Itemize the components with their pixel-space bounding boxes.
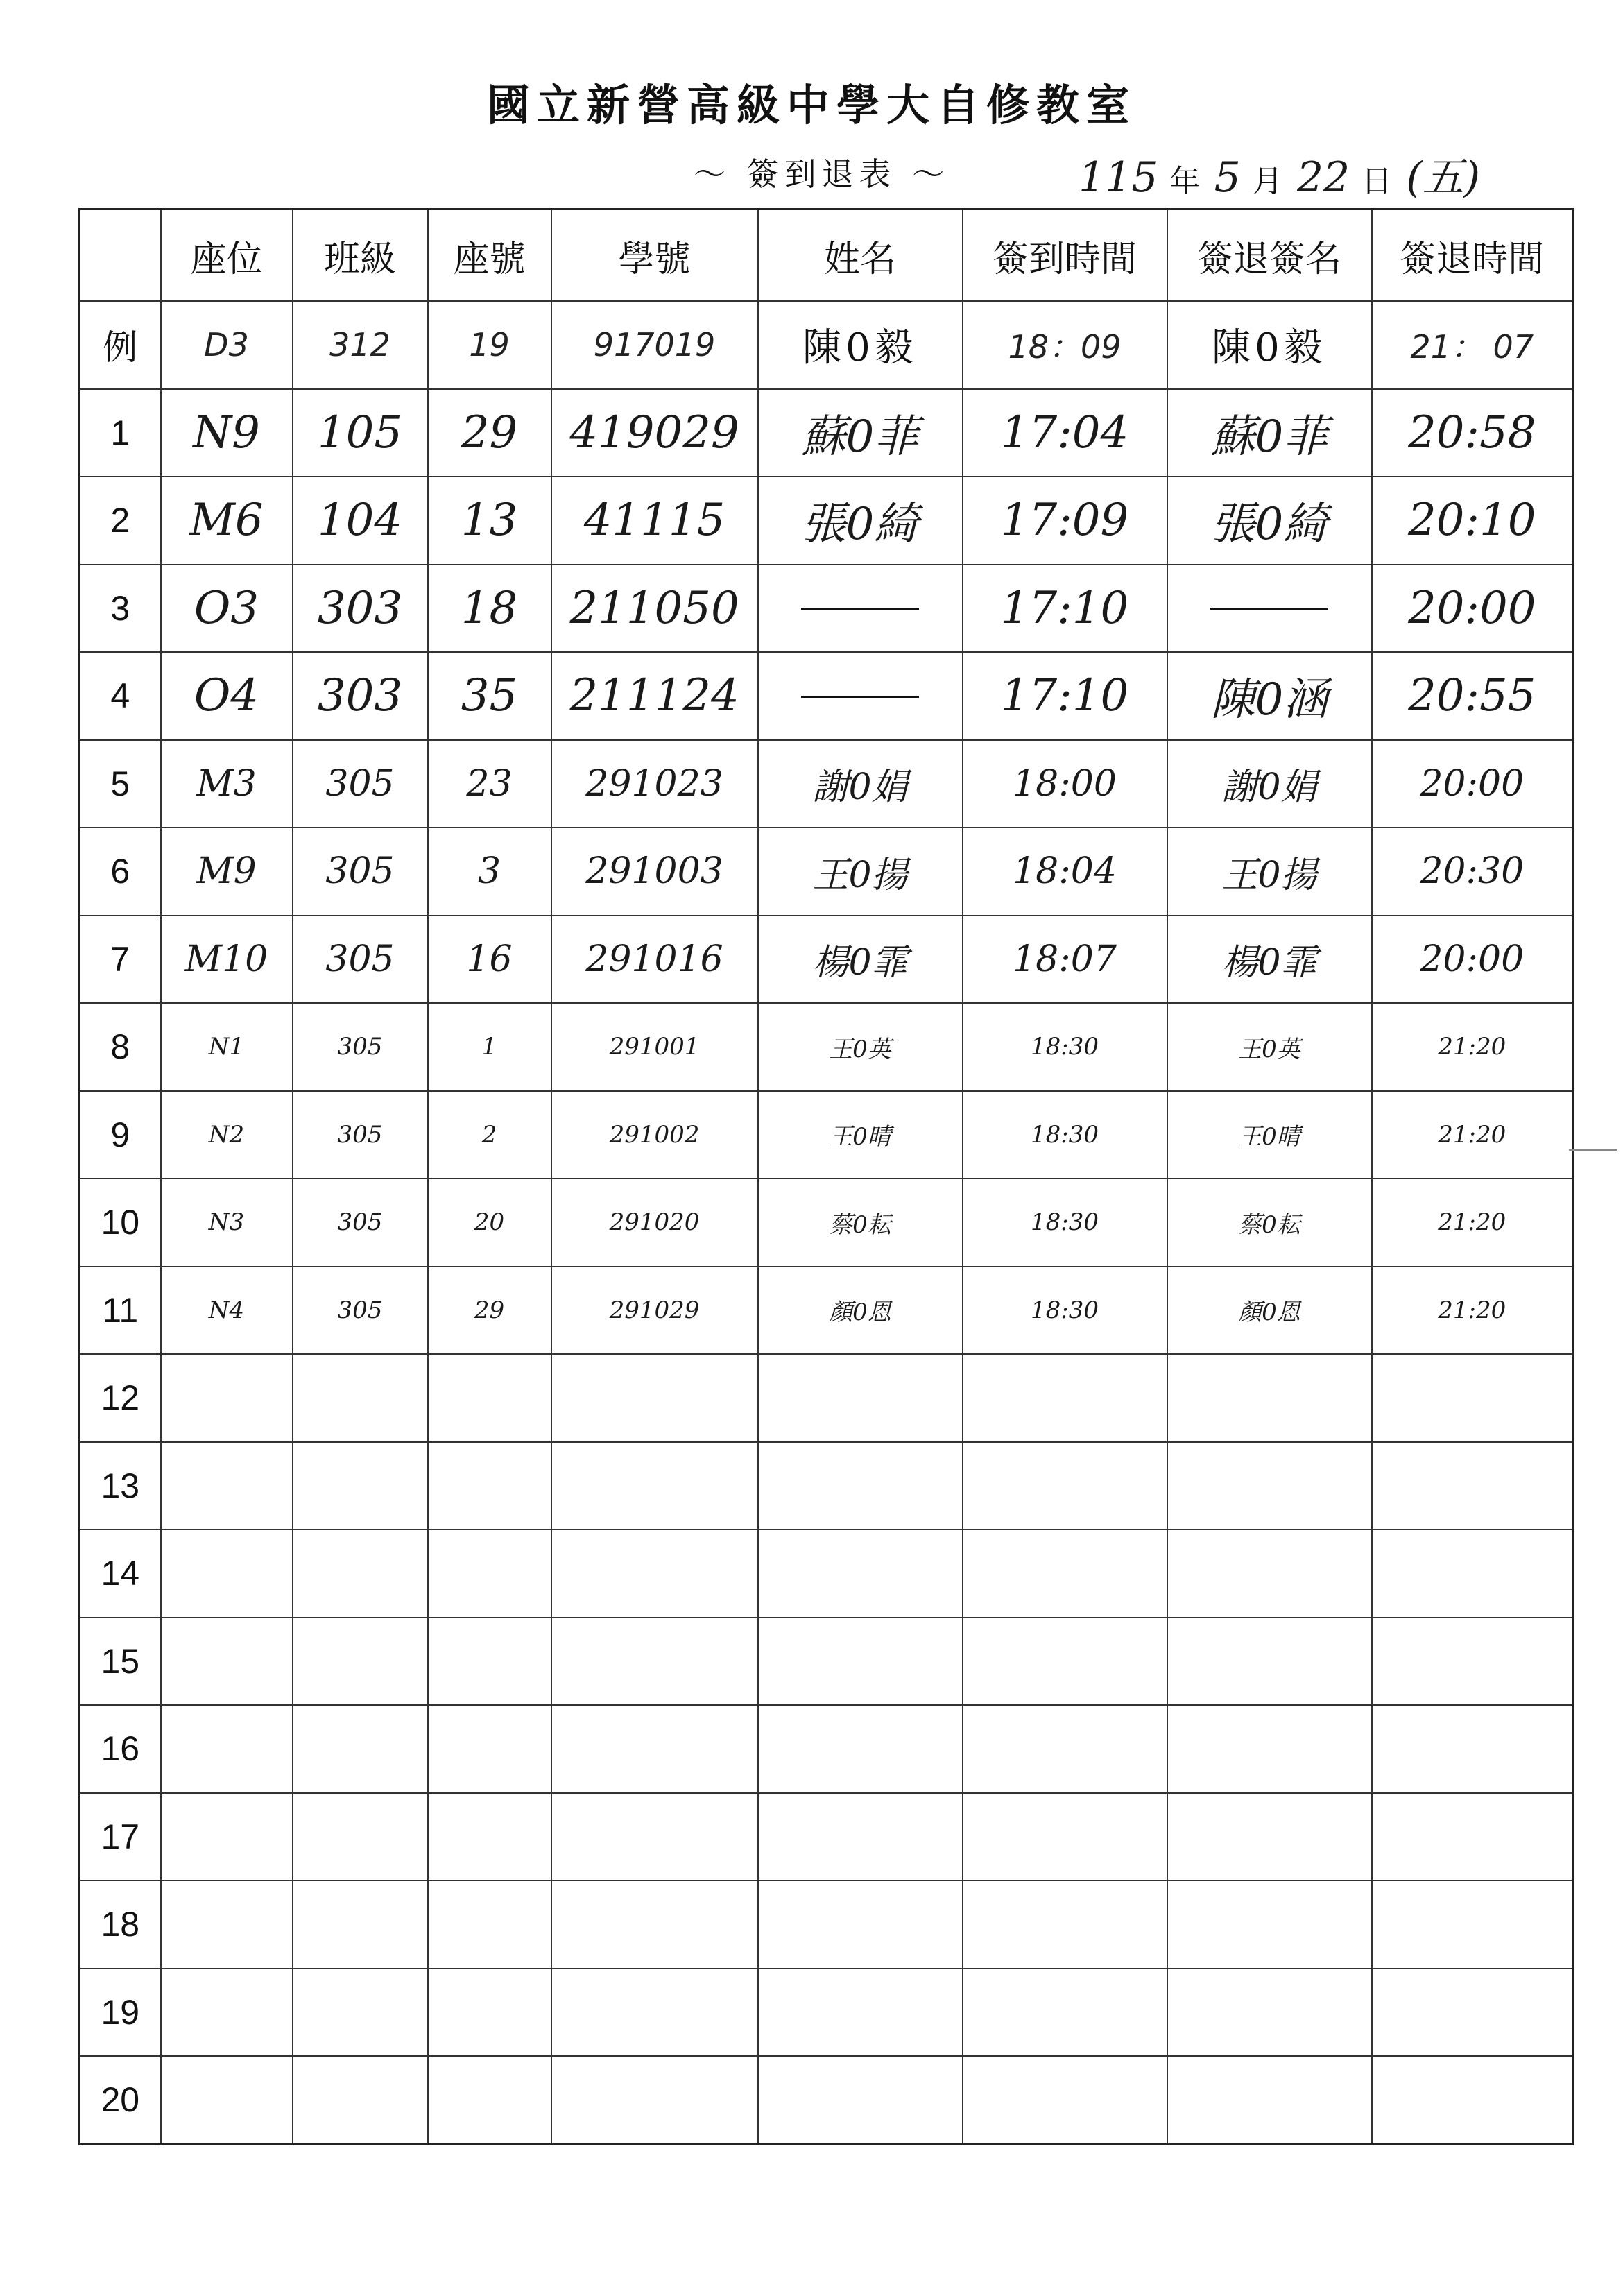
table-row	[80, 1354, 1573, 1442]
row-number: 17	[80, 1793, 161, 1881]
column-header-signature: 簽退簽名	[1167, 209, 1372, 302]
row-number: 3	[80, 565, 161, 653]
row-number: 9	[80, 1091, 161, 1179]
class-cell	[293, 1881, 428, 1969]
student-id-cell: 211050	[551, 565, 758, 653]
student-id-cell	[551, 1618, 758, 1706]
class-cell: 305	[293, 1091, 428, 1179]
table-row	[80, 1705, 1573, 1793]
number-cell	[428, 1442, 551, 1530]
seat-cell	[161, 2056, 293, 2144]
student-id-cell	[551, 1354, 758, 1442]
check-out-cell	[1372, 1354, 1573, 1442]
name-cell	[758, 1530, 963, 1618]
date-line	[1079, 144, 1480, 204]
row-number: 4	[80, 652, 161, 740]
row-number: 13	[80, 1442, 161, 1530]
check-out-cell	[1372, 1969, 1573, 2057]
date-day-unit: 日	[1361, 164, 1395, 199]
number-cell: 3	[428, 828, 551, 916]
name-cell: 王0晴	[758, 1091, 963, 1179]
student-id-cell	[551, 1969, 758, 2057]
signature-cell	[1167, 1881, 1372, 1969]
name-cell: 蔡0耘	[758, 1179, 963, 1267]
check-out-cell: 20:00	[1372, 916, 1573, 1004]
check-in-cell: 18:30	[963, 1003, 1167, 1091]
row-number: 12	[80, 1354, 161, 1442]
check-in-cell: 18:30	[963, 1179, 1167, 1267]
row-number: 6	[80, 828, 161, 916]
name-cell	[758, 565, 963, 653]
seat-cell	[161, 1793, 293, 1881]
number-cell: 1	[428, 1003, 551, 1091]
name-cell: 謝0娟	[758, 740, 963, 828]
date-year-unit: 年	[1169, 164, 1203, 199]
check-in-cell	[963, 1881, 1167, 1969]
class-cell	[293, 1793, 428, 1881]
check-in-cell	[963, 2056, 1167, 2144]
example-class: 312	[293, 301, 428, 389]
signature-cell: 顏0恩	[1167, 1267, 1372, 1355]
student-id-cell: 291016	[551, 916, 758, 1004]
row-number: 2	[80, 477, 161, 565]
row-number: 15	[80, 1618, 161, 1706]
student-id-cell	[551, 1442, 758, 1530]
class-cell	[293, 1442, 428, 1530]
student-id-cell	[551, 1705, 758, 1793]
table-row	[80, 1618, 1573, 1706]
column-header-seat: 座位	[161, 209, 293, 302]
date-day: 22	[1296, 153, 1350, 202]
class-cell	[293, 1969, 428, 2057]
seat-cell: O3	[161, 565, 293, 653]
dash-mark	[801, 696, 919, 698]
row-number: 11	[80, 1267, 161, 1355]
seat-cell	[161, 1705, 293, 1793]
class-cell: 305	[293, 1267, 428, 1355]
class-cell: 305	[293, 916, 428, 1004]
number-cell: 16	[428, 916, 551, 1004]
signature-cell	[1167, 1530, 1372, 1618]
signature-cell: 蔡0耘	[1167, 1179, 1372, 1267]
check-out-cell	[1372, 1705, 1573, 1793]
student-id-cell: 291023	[551, 740, 758, 828]
signature-cell: 楊0霏	[1167, 916, 1372, 1004]
signature-cell: 王0揚	[1167, 828, 1372, 916]
seat-cell	[161, 1618, 293, 1706]
sign-in-table	[78, 208, 1574, 2145]
page-title: 國立新營高級中學大自修教室	[486, 80, 1136, 130]
check-in-cell	[963, 1969, 1167, 2057]
row-number: 14	[80, 1530, 161, 1618]
check-in-cell: 18:30	[963, 1267, 1167, 1355]
seat-cell: N9	[161, 389, 293, 477]
name-cell	[758, 1969, 963, 2057]
column-header-check-out: 簽退時間	[1372, 209, 1573, 302]
name-cell: 王0揚	[758, 828, 963, 916]
number-cell: 35	[428, 652, 551, 740]
check-out-cell	[1372, 1793, 1573, 1881]
class-cell: 104	[293, 477, 428, 565]
row-number: 16	[80, 1705, 161, 1793]
class-cell	[293, 1354, 428, 1442]
example-check-out: 21： 07	[1372, 301, 1573, 389]
date-year: 115	[1079, 153, 1158, 202]
seat-cell: M6	[161, 477, 293, 565]
table-row	[80, 477, 1573, 565]
table-row	[80, 1267, 1573, 1355]
number-cell: 29	[428, 389, 551, 477]
row-number: 1	[80, 389, 161, 477]
student-id-cell: 291029	[551, 1267, 758, 1355]
column-header-check-in: 簽到時間	[963, 209, 1167, 302]
student-id-cell: 291003	[551, 828, 758, 916]
table-row	[80, 1179, 1573, 1267]
page-subtitle: ～ 簽到退表 ～	[694, 155, 950, 193]
number-cell: 23	[428, 740, 551, 828]
signature-cell: 謝0娟	[1167, 740, 1372, 828]
student-id-cell	[551, 1530, 758, 1618]
date-weekday: (五)	[1406, 153, 1481, 202]
table-row	[80, 916, 1573, 1004]
name-cell	[758, 2056, 963, 2144]
check-out-cell: 20:00	[1372, 740, 1573, 828]
check-in-cell: 18:00	[963, 740, 1167, 828]
table-row	[80, 1442, 1573, 1530]
class-cell	[293, 1705, 428, 1793]
seat-cell: M10	[161, 916, 293, 1004]
check-out-cell	[1372, 1530, 1573, 1618]
check-out-cell: 20:58	[1372, 389, 1573, 477]
row-number: 19	[80, 1969, 161, 2057]
signature-cell	[1167, 1354, 1372, 1442]
seat-cell: N4	[161, 1267, 293, 1355]
check-out-cell: 21:20	[1372, 1091, 1573, 1179]
name-cell	[758, 1793, 963, 1881]
student-id-cell	[551, 1881, 758, 1969]
number-cell	[428, 1530, 551, 1618]
signature-cell	[1167, 1969, 1372, 2057]
check-out-cell: 20:30	[1372, 828, 1573, 916]
row-number: 8	[80, 1003, 161, 1091]
name-cell: 蘇0菲	[758, 389, 963, 477]
check-in-cell: 17:09	[963, 477, 1167, 565]
number-cell	[428, 1793, 551, 1881]
student-id-cell	[551, 2056, 758, 2144]
seat-cell: M3	[161, 740, 293, 828]
margin-mark	[1569, 1149, 1617, 1151]
check-in-cell	[963, 1530, 1167, 1618]
date-month-unit: 月	[1252, 164, 1286, 199]
check-in-cell: 18:04	[963, 828, 1167, 916]
check-out-cell: 20:55	[1372, 652, 1573, 740]
class-cell: 305	[293, 740, 428, 828]
name-cell	[758, 1618, 963, 1706]
number-cell: 2	[428, 1091, 551, 1179]
column-header-class: 班級	[293, 209, 428, 302]
example-signature: 陳0毅	[1167, 301, 1372, 389]
row-number: 18	[80, 1881, 161, 1969]
student-id-cell: 419029	[551, 389, 758, 477]
class-cell: 105	[293, 389, 428, 477]
table-header-row	[80, 209, 1573, 302]
table-row	[80, 828, 1573, 916]
signature-cell	[1167, 1618, 1372, 1706]
name-cell	[758, 1881, 963, 1969]
example-row	[80, 301, 1573, 389]
class-cell: 305	[293, 1003, 428, 1091]
check-in-cell: 18:30	[963, 1091, 1167, 1179]
example-seat: D3	[161, 301, 293, 389]
class-cell: 305	[293, 828, 428, 916]
seat-cell: N1	[161, 1003, 293, 1091]
name-cell: 王0英	[758, 1003, 963, 1091]
student-id-cell: 41115	[551, 477, 758, 565]
student-id-cell: 291020	[551, 1179, 758, 1267]
number-cell	[428, 1969, 551, 2057]
check-in-cell: 17:10	[963, 565, 1167, 653]
signature-cell: 王0晴	[1167, 1091, 1372, 1179]
check-in-cell	[963, 1618, 1167, 1706]
check-out-cell	[1372, 2056, 1573, 2144]
signature-cell	[1167, 1705, 1372, 1793]
row-number: 7	[80, 916, 161, 1004]
signature-cell	[1167, 1793, 1372, 1881]
check-out-cell: 21:20	[1372, 1003, 1573, 1091]
table-row	[80, 1530, 1573, 1618]
table-row	[80, 1091, 1573, 1179]
check-in-cell	[963, 1793, 1167, 1881]
name-cell	[758, 1442, 963, 1530]
row-number: 20	[80, 2056, 161, 2144]
signature-cell: 陳0涵	[1167, 652, 1372, 740]
check-in-cell	[963, 1354, 1167, 1442]
seat-cell: O4	[161, 652, 293, 740]
example-check-in: 18：09	[963, 301, 1167, 389]
signature-cell: 張0綺	[1167, 477, 1372, 565]
seat-cell: N2	[161, 1091, 293, 1179]
dash-mark	[1210, 608, 1328, 610]
student-id-cell: 211124	[551, 652, 758, 740]
seat-cell	[161, 1969, 293, 2057]
row-number: 10	[80, 1179, 161, 1267]
dash-mark	[801, 608, 919, 610]
class-cell: 303	[293, 652, 428, 740]
class-cell: 305	[293, 1179, 428, 1267]
number-cell: 29	[428, 1267, 551, 1355]
table-row	[80, 565, 1573, 653]
check-out-cell	[1372, 1881, 1573, 1969]
check-in-cell: 17:10	[963, 652, 1167, 740]
table-row	[80, 1881, 1573, 1969]
example-label: 例	[80, 301, 161, 389]
class-cell: 303	[293, 565, 428, 653]
name-cell	[758, 652, 963, 740]
column-header-name: 姓名	[758, 209, 963, 302]
check-out-cell: 21:20	[1372, 1179, 1573, 1267]
check-out-cell: 20:00	[1372, 565, 1573, 653]
signature-cell	[1167, 2056, 1372, 2144]
column-header-number: 座號	[428, 209, 551, 302]
table-row	[80, 1969, 1573, 2057]
signature-cell: 蘇0菲	[1167, 389, 1372, 477]
name-cell: 楊0霏	[758, 916, 963, 1004]
example-number: 19	[428, 301, 551, 389]
student-id-cell: 291002	[551, 1091, 758, 1179]
number-cell: 20	[428, 1179, 551, 1267]
number-cell: 13	[428, 477, 551, 565]
name-cell: 張0綺	[758, 477, 963, 565]
row-number: 5	[80, 740, 161, 828]
signature-cell	[1167, 1442, 1372, 1530]
seat-cell	[161, 1530, 293, 1618]
class-cell	[293, 1530, 428, 1618]
name-cell	[758, 1354, 963, 1442]
check-out-cell	[1372, 1442, 1573, 1530]
seat-cell	[161, 1354, 293, 1442]
class-cell	[293, 1618, 428, 1706]
table-row	[80, 1793, 1573, 1881]
number-cell	[428, 1881, 551, 1969]
number-cell	[428, 1705, 551, 1793]
number-cell	[428, 1618, 551, 1706]
check-in-cell: 17:04	[963, 389, 1167, 477]
student-id-cell	[551, 1793, 758, 1881]
seat-cell	[161, 1881, 293, 1969]
student-id-cell: 291001	[551, 1003, 758, 1091]
check-in-cell	[963, 1442, 1167, 1530]
signature-cell	[1167, 565, 1372, 653]
table-row	[80, 2056, 1573, 2144]
check-out-cell: 20:10	[1372, 477, 1573, 565]
column-header-index	[80, 209, 161, 302]
table-row	[80, 652, 1573, 740]
number-cell	[428, 2056, 551, 2144]
table-row	[80, 1003, 1573, 1091]
table-row	[80, 740, 1573, 828]
check-in-cell: 18:07	[963, 916, 1167, 1004]
example-name: 陳0毅	[758, 301, 963, 389]
example-student-id: 917019	[551, 301, 758, 389]
name-cell: 顏0恩	[758, 1267, 963, 1355]
column-header-student-id: 學號	[551, 209, 758, 302]
name-cell	[758, 1705, 963, 1793]
table-row	[80, 389, 1573, 477]
seat-cell: N3	[161, 1179, 293, 1267]
check-in-cell	[963, 1705, 1167, 1793]
seat-cell: M9	[161, 828, 293, 916]
date-month: 5	[1214, 153, 1241, 202]
number-cell	[428, 1354, 551, 1442]
number-cell: 18	[428, 565, 551, 653]
class-cell	[293, 2056, 428, 2144]
check-out-cell: 21:20	[1372, 1267, 1573, 1355]
check-out-cell	[1372, 1618, 1573, 1706]
seat-cell	[161, 1442, 293, 1530]
signature-cell: 王0英	[1167, 1003, 1372, 1091]
